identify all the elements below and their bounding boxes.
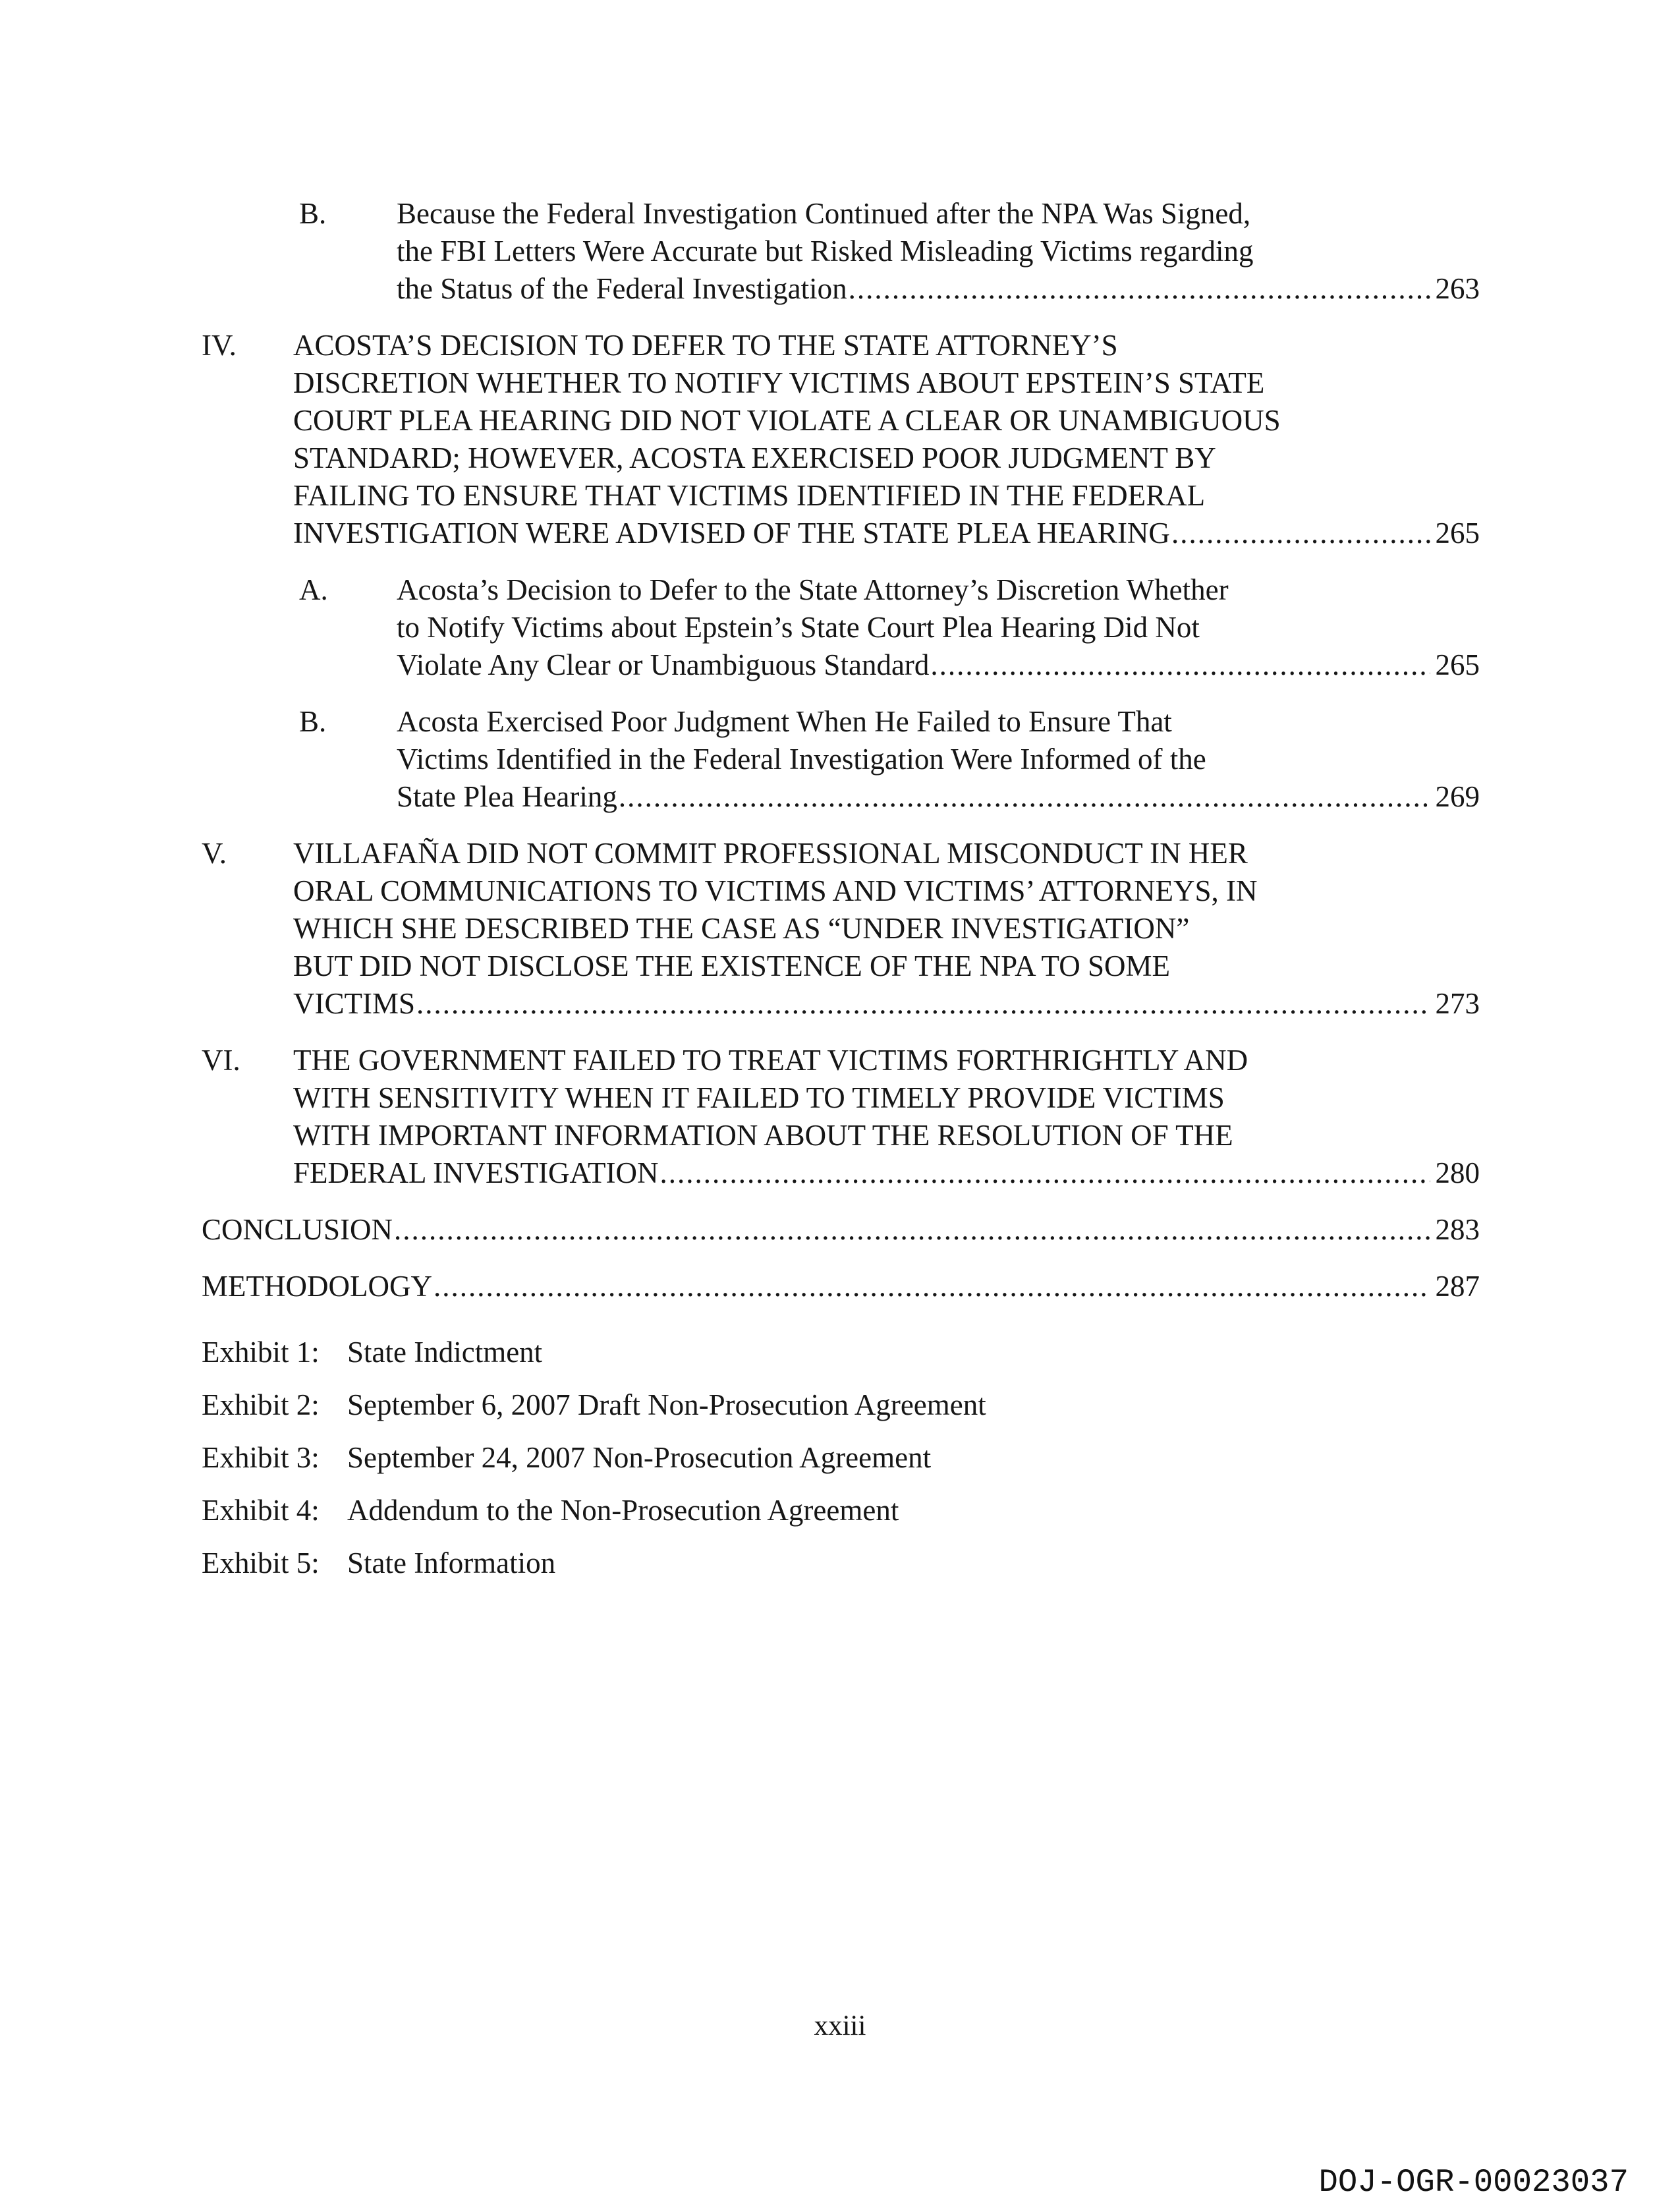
toc-entry-line: WHICH SHE DESCRIBED THE CASE AS “UNDER INVESTIGATION” [293, 912, 1190, 945]
toc-entry-lastline [293, 1154, 1480, 1192]
dot-leader [617, 778, 1430, 816]
toc-entry-line: THE GOVERNMENT FAILED TO TREAT VICTIMS FORTHRIGHTLY AND [293, 1044, 1248, 1077]
toc-page-number: 287 [1435, 1270, 1480, 1303]
toc-entry-lastline [397, 778, 1480, 816]
toc-entry-line: ORAL COMMUNICATIONS TO VICTIMS AND VICTIMS’ ATTORNEYS, IN [293, 874, 1258, 907]
toc-entry-body [293, 327, 1480, 552]
toc-entry-line: WITH SENSITIVITY WHEN IT FAILED TO TIMELY PROVIDE VICTIMS [293, 1081, 1225, 1114]
toc-entry-label: B. [299, 705, 327, 738]
exhibit-title: Addendum to the Non-Prosecution Agreement [347, 1494, 899, 1527]
page-number-footer: xxiii [814, 2010, 866, 2041]
toc-entry-label: VI. [202, 1044, 240, 1077]
toc-entry-line: WITH IMPORTANT INFORMATION ABOUT THE RESOLUTION OF THE [293, 1119, 1233, 1152]
toc-entry-label: A. [299, 573, 328, 606]
toc-entry-text: the Status of the Federal Investigation [397, 272, 847, 305]
toc-page-number: 265 [1435, 517, 1480, 550]
toc-entry-line: FAILING TO ENSURE THAT VICTIMS IDENTIFIED IN THE FEDERAL [293, 479, 1206, 512]
toc-page-number: 280 [1435, 1156, 1480, 1189]
toc-page-number: 265 [1435, 648, 1480, 681]
toc-entry-lastline [293, 515, 1480, 552]
toc-entry-methodology [202, 1268, 1480, 1305]
dot-leader [432, 1268, 1430, 1305]
toc-entry-text: CONCLUSION [202, 1213, 393, 1246]
bates-number: DOJ-OGR-00023037 [1318, 2164, 1629, 2201]
exhibit-label: Exhibit 5: [202, 1546, 320, 1579]
toc-entry-body [293, 1042, 1480, 1192]
toc-entry-text: FEDERAL INVESTIGATION [293, 1156, 659, 1189]
toc-page-number: 269 [1435, 780, 1480, 813]
toc-entry-iv [202, 327, 1480, 552]
toc-entry-iv-b [299, 703, 1480, 816]
toc-entry-label: V. [202, 837, 227, 870]
toc-entry-line: to Notify Victims about Epstein’s State Court Plea Hearing Did Not [397, 611, 1200, 644]
toc-entry-line: Acosta’s Decision to Defer to the State Attorney’s Discretion Whether [397, 573, 1229, 606]
exhibit-label: Exhibit 2: [202, 1388, 320, 1421]
toc-entry-lastline [293, 985, 1480, 1023]
toc-entry-text: Violate Any Clear or Unambiguous Standard [397, 648, 930, 681]
exhibit-label: Exhibit 1: [202, 1336, 320, 1369]
exhibit-title: September 24, 2007 Non-Prosecution Agreement [347, 1441, 932, 1474]
toc-entry-lastline [397, 646, 1480, 684]
toc-entry-text: VICTIMS [293, 987, 416, 1020]
table-of-contents [202, 195, 1480, 1582]
toc-entry-label: B. [299, 197, 327, 230]
exhibit-row [202, 1439, 1480, 1477]
toc-entry-conclusion [202, 1211, 1480, 1249]
exhibit-title: September 6, 2007 Draft Non-Prosecution Agreement [347, 1388, 986, 1421]
toc-entry-body [397, 703, 1480, 816]
exhibit-label: Exhibit 3: [202, 1441, 320, 1474]
toc-page-number: 273 [1435, 987, 1480, 1020]
toc-entry-iii-b [299, 195, 1480, 308]
toc-entry-v [202, 835, 1480, 1023]
toc-entry-lastline [202, 1268, 1480, 1305]
dot-leader [847, 270, 1430, 308]
toc-entry-line: ACOSTA’S DECISION TO DEFER TO THE STATE ATTORNEY’S [293, 329, 1118, 362]
toc-page-number: 283 [1435, 1213, 1480, 1246]
toc-entry-line: BUT DID NOT DISCLOSE THE EXISTENCE OF THE NPA TO SOME [293, 950, 1170, 982]
toc-entry-lastline [202, 1211, 1480, 1249]
toc-entry-line: STANDARD; HOWEVER, ACOSTA EXERCISED POOR JUDGMENT BY [293, 441, 1216, 474]
exhibit-row [202, 1334, 1480, 1371]
exhibit-row [202, 1545, 1480, 1582]
exhibit-title: State Indictment [347, 1336, 543, 1369]
toc-entry-iv-a [299, 571, 1480, 684]
exhibit-row [202, 1492, 1480, 1529]
dot-leader [659, 1154, 1430, 1192]
toc-entry-body [202, 1211, 1480, 1249]
toc-entry-line: COURT PLEA HEARING DID NOT VIOLATE A CLEAR OR UNAMBIGUOUS [293, 404, 1281, 437]
exhibit-list [202, 1334, 1480, 1582]
dot-leader [415, 985, 1430, 1023]
exhibit-label: Exhibit 4: [202, 1494, 320, 1527]
toc-entry-vi [202, 1042, 1480, 1192]
toc-entry-line: Victims Identified in the Federal Investigation Were Informed of the [397, 743, 1206, 776]
toc-entry-line: DISCRETION WHETHER TO NOTIFY VICTIMS ABOUT EPSTEIN’S STATE [293, 366, 1265, 399]
dot-leader [1170, 515, 1430, 552]
toc-entry-body [397, 571, 1480, 684]
toc-entry-body [397, 195, 1480, 308]
exhibit-title: State Information [347, 1546, 556, 1579]
toc-entry-line: Acosta Exercised Poor Judgment When He Failed to Ensure That [397, 705, 1172, 738]
toc-entry-line: Because the Federal Investigation Continued after the NPA Was Signed, [397, 197, 1251, 230]
toc-entry-lastline [397, 270, 1480, 308]
toc-entry-text: METHODOLOGY [202, 1270, 432, 1303]
toc-entry-text: State Plea Hearing [397, 780, 617, 813]
dot-leader [393, 1211, 1430, 1249]
toc-entry-label: IV. [202, 329, 237, 362]
toc-entry-line: VILLAFAÑA DID NOT COMMIT PROFESSIONAL MISCONDUCT IN HER [293, 837, 1248, 870]
toc-entry-text: INVESTIGATION WERE ADVISED OF THE STATE PLEA HEARING [293, 517, 1170, 550]
toc-entry-body [202, 1268, 1480, 1305]
exhibit-row [202, 1386, 1480, 1424]
dot-leader [929, 646, 1430, 684]
toc-entry-body [293, 835, 1480, 1023]
toc-entry-line: the FBI Letters Were Accurate but Risked Misleading Victims regarding [397, 235, 1254, 268]
toc-page-number: 263 [1435, 272, 1480, 305]
